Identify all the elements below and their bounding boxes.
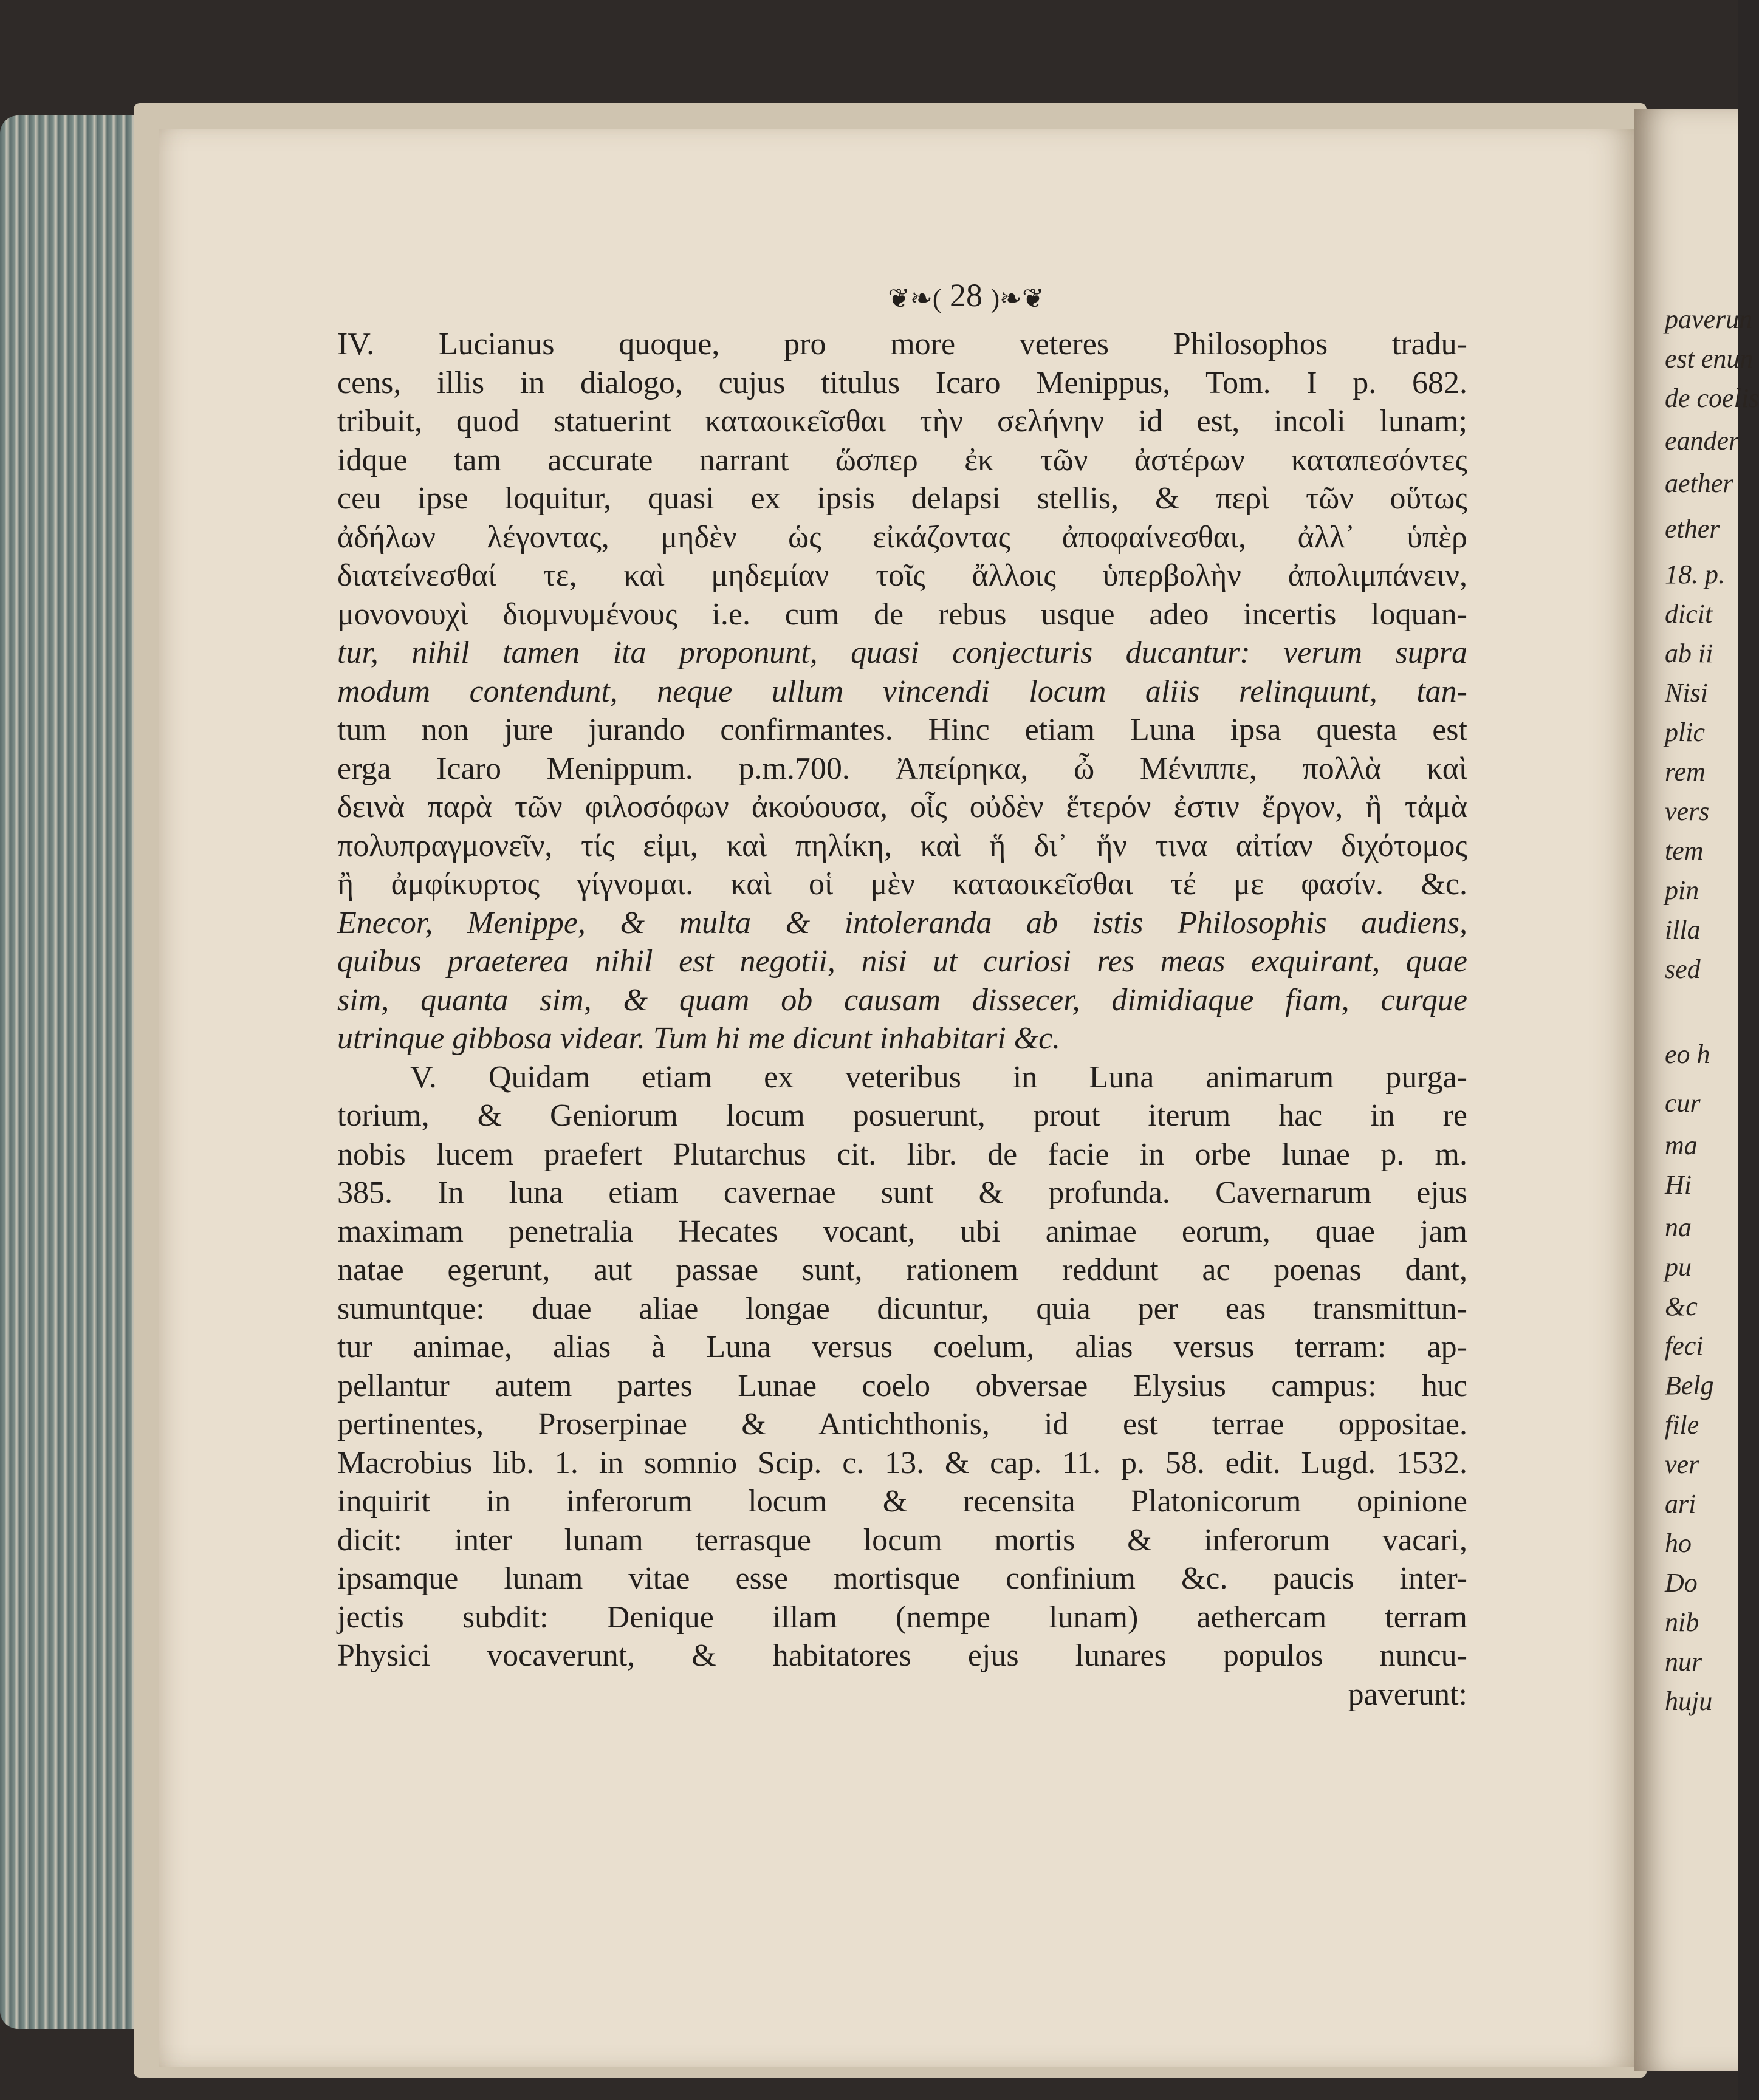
ornament-left-icon: ❦❧( bbox=[888, 284, 942, 314]
fragment-line: Nisi bbox=[1665, 678, 1708, 708]
fragment-line: ho bbox=[1665, 1528, 1692, 1558]
text-line: torium, & Geniorum locum posuerunt, prout iterum hac in re bbox=[337, 1098, 1467, 1133]
fragment-line: ma bbox=[1665, 1130, 1698, 1160]
fragment-line: Do bbox=[1665, 1568, 1698, 1598]
text-line: tum non jure jurando confirmantes. Hinc etiam Luna ipsa questa est bbox=[337, 713, 1467, 747]
fragment-line: eander bbox=[1665, 426, 1740, 456]
text-line: πολυπραγμονεῖν, τίς εἰμι, καὶ πηλίκη, καὶ ἥ δι᾽ ἥν τινα αἰτίαν διχότομος bbox=[337, 828, 1467, 863]
fragment-line: ari bbox=[1665, 1489, 1696, 1519]
fragment-line: aether bbox=[1665, 468, 1733, 498]
fragment-line: illa bbox=[1665, 915, 1701, 945]
fragment-line: est enun bbox=[1665, 344, 1754, 374]
text-line: ipsamque lunam vitae esse mortisque confinium &c. paucis inter- bbox=[337, 1561, 1467, 1596]
fragment-line: paverun bbox=[1665, 304, 1753, 334]
text-line: Macrobius lib. 1. in somnio Scip. c. 13. & cap. 11. p. 58. edit. Lugd. 1532. bbox=[337, 1445, 1467, 1480]
text-line: IV. Lucianus quoque, pro more veteres Philosophos tradu- bbox=[337, 327, 1467, 361]
text-line: dicit: inter lunam terrasque locum mortis & inferorum vacari, bbox=[337, 1522, 1467, 1558]
fragment-line: Hi bbox=[1665, 1170, 1692, 1200]
text-line: erga Icaro Menippum. p.m.700. Ἀπείρηκα, ὦ Μένιππε, πολλὰ καὶ bbox=[337, 751, 1467, 786]
text-line: quibus praeterea nihil est negotii, nisi ut curiosi res meas exquirant, quae bbox=[337, 944, 1467, 979]
fragment-line: nib bbox=[1665, 1607, 1699, 1637]
fragment-line: ether bbox=[1665, 514, 1720, 544]
text-line: tur, nihil tamen ita proponunt, quasi conjecturis ducantur: verum supra bbox=[337, 635, 1467, 670]
fragment-line: ver bbox=[1665, 1449, 1699, 1479]
fragment-line: feci bbox=[1665, 1331, 1704, 1361]
fragment-line: Belg bbox=[1665, 1370, 1714, 1400]
page-number: 28 bbox=[950, 277, 982, 313]
page-body bbox=[337, 325, 1467, 1795]
text-line: tur animae, alias à Luna versus coelum, alias versus terram: ap- bbox=[337, 1330, 1467, 1364]
text-line: maximam penetralia Hecates vocant, ubi animae eorum, quae jam bbox=[337, 1214, 1467, 1249]
catchword: paverunt: bbox=[1348, 1677, 1467, 1712]
text-line: ceu ipse loquitur, quasi ex ipsis delapsi stellis, & περὶ τῶν οὕτως bbox=[337, 481, 1467, 516]
fragment-line: nur bbox=[1665, 1647, 1702, 1677]
text-line: sumuntque: duae aliae longae dicuntur, quia per eas transmittun- bbox=[337, 1291, 1467, 1326]
fragment-line: vers bbox=[1665, 796, 1710, 826]
fragment-line: cur bbox=[1665, 1088, 1701, 1118]
text-line: idque tam accurate narrant ὥσπερ ἐκ τῶν ἀστέρων καταπεσόντες bbox=[337, 442, 1467, 477]
text-line: sim, quanta sim, & quam ob causam dissecer, dimidiaque fiam, curque bbox=[337, 982, 1467, 1018]
text-line: ἢ ἀμφίκυρτος γίγνομαι. καὶ οἱ μὲν καταοικεῖσθαι τέ με φασίν. &c. bbox=[337, 867, 1467, 901]
page-header bbox=[838, 276, 1094, 319]
text-line: ἀδήλων λέγοντας, μηδὲν ὡς εἰκάζοντας ἀποφαίνεσθαι, ἀλλ᾽ ὑπὲρ bbox=[337, 519, 1467, 555]
fragment-line: ab ii bbox=[1665, 638, 1713, 668]
text-line: Enecor, Menippe, & multa & intoleranda ab istis Philosophis audiens, bbox=[337, 905, 1467, 940]
fragment-line: pin bbox=[1665, 875, 1699, 905]
fragment-line: sed bbox=[1665, 954, 1701, 984]
text-line: V. Quidam etiam ex veteribus in Luna animarum purga- bbox=[410, 1059, 1467, 1095]
fragment-line: dicit bbox=[1665, 599, 1713, 629]
fragment-line: plic bbox=[1665, 717, 1705, 747]
fragment-line: tem bbox=[1665, 836, 1704, 866]
text-line: tribuit, quod statuerint καταοικεῖσθαι τὴν σελήνην id est, incoli lunam; bbox=[337, 404, 1467, 439]
ornament-right-icon: )❧❦ bbox=[990, 284, 1044, 314]
fragment-line: huju bbox=[1665, 1686, 1713, 1716]
text-line: utrinque gibbosa videar. Tum hi me dicunt inhabitari &c. bbox=[337, 1021, 1061, 1056]
fragment-line: rem bbox=[1665, 757, 1706, 787]
text-line: nobis lucem praefert Plutarchus cit. libr. de facie in orbe lunae p. m. bbox=[337, 1137, 1467, 1172]
text-line: inquirit in inferorum locum & recensita Platonicorum opinione bbox=[337, 1484, 1467, 1519]
fragment-line bbox=[1665, 996, 1735, 1028]
text-line: jectis subdit: Denique illam (nempe lunam) aethercam terram bbox=[337, 1599, 1467, 1635]
text-line: modum contendunt, neque ullum vincendi locum aliis relinquunt, tan- bbox=[337, 674, 1467, 709]
text-line: pertinentes, Proserpinae & Antichthonis, id est terrae oppositae. bbox=[337, 1407, 1467, 1442]
text-line: 385. In luna etiam cavernae sunt & profunda. Cavernarum ejus bbox=[337, 1175, 1467, 1210]
text-line: μονονουχὶ διομνυμένους i.e. cum de rebus usque adeo incertis loquan- bbox=[337, 597, 1467, 632]
fragment-line: pu bbox=[1665, 1252, 1692, 1282]
text-line: natae egerunt, aut passae sunt, rationem reddunt ac poenas dant, bbox=[337, 1253, 1467, 1287]
text-line: cens, illis in dialogo, cujus titulus Icaro Menippus, Tom. I p. 682. bbox=[337, 365, 1467, 400]
fragment-line: eo h bbox=[1665, 1039, 1710, 1069]
fragment-line: na bbox=[1665, 1212, 1692, 1242]
text-line: Physici vocaverunt, & habitatores ejus lunares populos nuncu- bbox=[337, 1638, 1467, 1673]
text-line: δεινὰ παρὰ τῶν φιλοσόφων ἀκούουσα, οἷς οὐδὲν ἕτερόν ἐστιν ἔργον, ἢ τἀμὰ bbox=[337, 790, 1467, 824]
fragment-line: &c bbox=[1665, 1291, 1698, 1321]
fragment-line: file bbox=[1665, 1410, 1699, 1440]
fragment-line: de coelis bbox=[1665, 383, 1759, 413]
fragment-line: 18. p. bbox=[1665, 559, 1725, 589]
text-line: pellantur autem partes Lunae coelo obversae Elysius campus: huc bbox=[337, 1368, 1467, 1403]
text-line: διατείνεσθαί τε, καὶ μηδεμίαν τοῖς ἄλλοις ὑπερβολὴν ἀπολιμπάνειν, bbox=[337, 558, 1467, 593]
